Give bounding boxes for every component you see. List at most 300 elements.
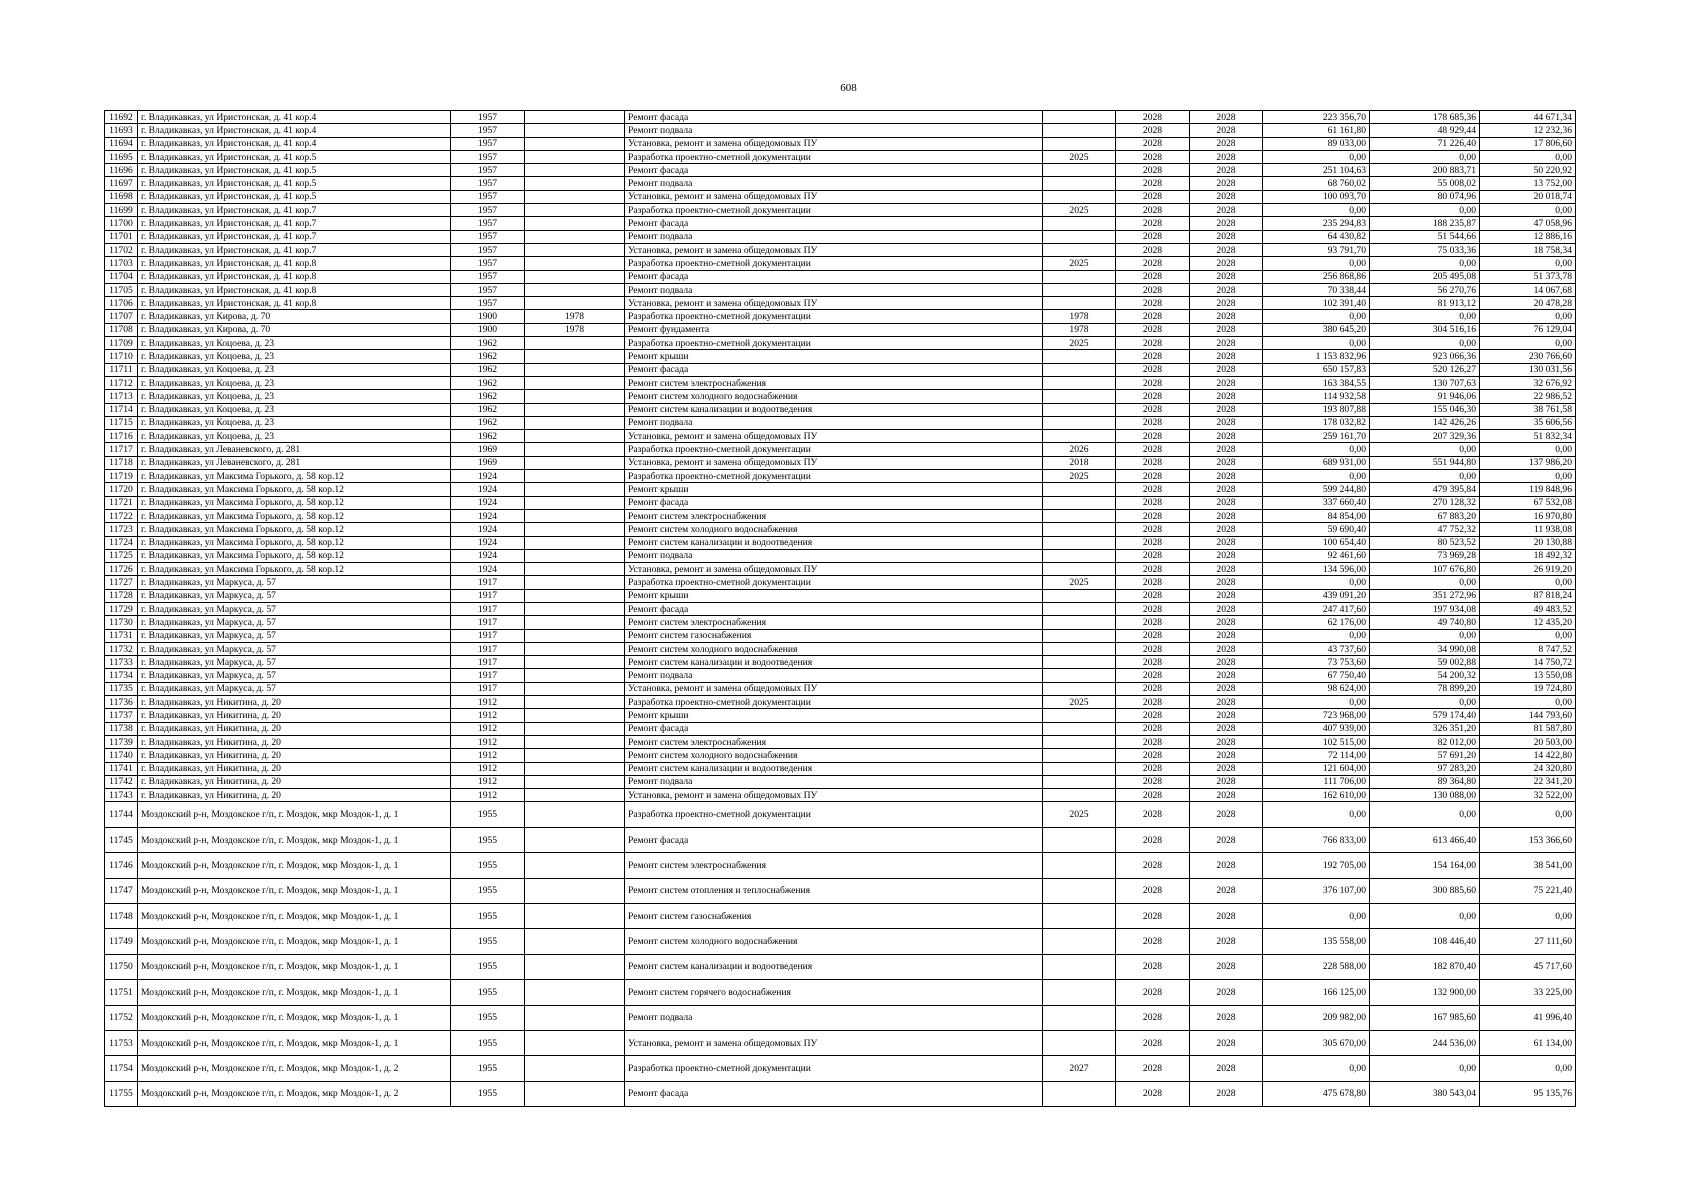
cell-total-cost: 73 753,60 bbox=[1263, 656, 1370, 669]
cell-year-reconstruction bbox=[525, 853, 625, 878]
table-row bbox=[105, 1081, 1576, 1106]
cell-total-cost: 93 791,70 bbox=[1263, 243, 1370, 256]
cell-address: г. Владикавказ, ул Максима Горького, д. 58 кор.12 bbox=[138, 470, 451, 483]
cell-row-number: 11708 bbox=[105, 323, 138, 336]
table-row bbox=[105, 416, 1576, 429]
table-row bbox=[105, 789, 1576, 802]
cell-plan-year-start: 2028 bbox=[1116, 483, 1190, 496]
cell-plan-year-start: 2028 bbox=[1116, 150, 1190, 163]
cell-year-built: 1955 bbox=[451, 954, 525, 979]
cell-cost-fund: 200 883,71 bbox=[1370, 164, 1480, 177]
table-row bbox=[105, 124, 1576, 137]
cell-row-number: 11735 bbox=[105, 682, 138, 695]
cell-plan-year-end: 2028 bbox=[1190, 509, 1263, 522]
cell-row-number: 11746 bbox=[105, 853, 138, 878]
table-row bbox=[105, 549, 1576, 562]
cell-year-reconstruction bbox=[525, 470, 625, 483]
cell-address: г. Владикавказ, ул Иристонская, д. 41 кор.4 bbox=[138, 137, 451, 150]
cell-year-reconstruction bbox=[525, 430, 625, 443]
cell-plan-year-end: 2028 bbox=[1190, 283, 1263, 296]
cell-total-cost: 102 391,40 bbox=[1263, 297, 1370, 310]
cell-year-last-repair bbox=[1043, 190, 1116, 203]
cell-address: г. Владикавказ, ул Никитина, д. 20 bbox=[138, 775, 451, 788]
cell-address: г. Владикавказ, ул Маркуса, д. 57 bbox=[138, 642, 451, 655]
cell-plan-year-end: 2028 bbox=[1190, 762, 1263, 775]
cell-address: Моздокский р-н, Моздокское г/п, г. Моздок, мкр Моздок-1, д. 1 bbox=[138, 878, 451, 903]
cell-plan-year-start: 2028 bbox=[1116, 204, 1190, 217]
cell-work-type: Установка, ремонт и замена общедомовых ПУ bbox=[625, 430, 1043, 443]
cell-row-number: 11728 bbox=[105, 589, 138, 602]
cell-cost-owners: 33 225,00 bbox=[1480, 980, 1576, 1005]
cell-cost-fund: 81 913,12 bbox=[1370, 297, 1480, 310]
cell-total-cost: 247 417,60 bbox=[1263, 602, 1370, 615]
cell-year-reconstruction bbox=[525, 124, 625, 137]
cell-year-reconstruction bbox=[525, 390, 625, 403]
table-row bbox=[105, 722, 1576, 735]
cell-year-built: 1917 bbox=[451, 616, 525, 629]
cell-work-type: Ремонт систем холодного водоснабжения bbox=[625, 642, 1043, 655]
cell-plan-year-start: 2028 bbox=[1116, 536, 1190, 549]
table-row bbox=[105, 682, 1576, 695]
cell-year-last-repair: 2025 bbox=[1043, 696, 1116, 709]
cell-total-cost: 98 624,00 bbox=[1263, 682, 1370, 695]
cell-cost-fund: 300 885,60 bbox=[1370, 878, 1480, 903]
cell-row-number: 11733 bbox=[105, 656, 138, 669]
cell-year-reconstruction bbox=[525, 283, 625, 296]
cell-row-number: 11718 bbox=[105, 456, 138, 469]
cell-plan-year-end: 2028 bbox=[1190, 443, 1263, 456]
cell-year-built: 1924 bbox=[451, 470, 525, 483]
cell-cost-fund: 54 200,32 bbox=[1370, 669, 1480, 682]
table-row bbox=[105, 137, 1576, 150]
cell-plan-year-end: 2028 bbox=[1190, 1030, 1263, 1055]
cell-cost-owners: 51 832,34 bbox=[1480, 430, 1576, 443]
cell-address: Моздокский р-н, Моздокское г/п, г. Моздок, мкр Моздок-1, д. 1 bbox=[138, 802, 451, 827]
cell-total-cost: 67 750,40 bbox=[1263, 669, 1370, 682]
cell-work-type: Ремонт фасада bbox=[625, 827, 1043, 852]
cell-total-cost: 337 660,40 bbox=[1263, 496, 1370, 509]
cell-work-type: Ремонт систем канализации и водоотведения bbox=[625, 656, 1043, 669]
cell-row-number: 11692 bbox=[105, 111, 138, 124]
cell-year-last-repair bbox=[1043, 416, 1116, 429]
cell-address: г. Владикавказ, ул Коцоева, д. 23 bbox=[138, 390, 451, 403]
cell-total-cost: 228 588,00 bbox=[1263, 954, 1370, 979]
cell-address: г. Владикавказ, ул Коцоева, д. 23 bbox=[138, 350, 451, 363]
cell-plan-year-end: 2028 bbox=[1190, 403, 1263, 416]
cell-cost-owners: 61 134,00 bbox=[1480, 1030, 1576, 1055]
cell-plan-year-end: 2028 bbox=[1190, 709, 1263, 722]
cell-plan-year-start: 2028 bbox=[1116, 709, 1190, 722]
cell-plan-year-start: 2028 bbox=[1116, 853, 1190, 878]
cell-year-reconstruction bbox=[525, 1081, 625, 1106]
cell-year-last-repair bbox=[1043, 177, 1116, 190]
cell-work-type: Ремонт систем газоснабжения bbox=[625, 629, 1043, 642]
cell-address: г. Владикавказ, ул Никитина, д. 20 bbox=[138, 709, 451, 722]
cell-plan-year-start: 2028 bbox=[1116, 164, 1190, 177]
cell-total-cost: 100 654,40 bbox=[1263, 536, 1370, 549]
cell-year-reconstruction: 1978 bbox=[525, 310, 625, 323]
cell-row-number: 11749 bbox=[105, 929, 138, 954]
cell-address: Моздокский р-н, Моздокское г/п, г. Моздок, мкр Моздок-1, д. 1 bbox=[138, 929, 451, 954]
cell-plan-year-start: 2028 bbox=[1116, 682, 1190, 695]
cell-work-type: Разработка проектно-сметной документации bbox=[625, 802, 1043, 827]
cell-year-built: 1912 bbox=[451, 735, 525, 748]
cell-cost-owners: 0,00 bbox=[1480, 257, 1576, 270]
cell-address: г. Владикавказ, ул Никитина, д. 20 bbox=[138, 735, 451, 748]
table-row bbox=[105, 230, 1576, 243]
cell-year-built: 1955 bbox=[451, 802, 525, 827]
table-row bbox=[105, 656, 1576, 669]
cell-plan-year-end: 2028 bbox=[1190, 137, 1263, 150]
cell-row-number: 11730 bbox=[105, 616, 138, 629]
table-row bbox=[105, 443, 1576, 456]
cell-work-type: Ремонт крыши bbox=[625, 350, 1043, 363]
cell-year-reconstruction bbox=[525, 1056, 625, 1081]
cell-year-reconstruction bbox=[525, 137, 625, 150]
cell-plan-year-end: 2028 bbox=[1190, 376, 1263, 389]
cell-year-reconstruction bbox=[525, 735, 625, 748]
cell-row-number: 11707 bbox=[105, 310, 138, 323]
cell-cost-owners: 22 986,52 bbox=[1480, 390, 1576, 403]
cell-total-cost: 305 670,00 bbox=[1263, 1030, 1370, 1055]
cell-cost-fund: 167 985,60 bbox=[1370, 1005, 1480, 1030]
cell-total-cost: 0,00 bbox=[1263, 904, 1370, 929]
cell-year-built: 1912 bbox=[451, 762, 525, 775]
cell-cost-owners: 130 031,56 bbox=[1480, 363, 1576, 376]
table-row bbox=[105, 878, 1576, 903]
table-row bbox=[105, 217, 1576, 230]
cell-year-built: 1924 bbox=[451, 483, 525, 496]
cell-address: г. Владикавказ, ул Маркуса, д. 57 bbox=[138, 589, 451, 602]
cell-cost-owners: 47 058,96 bbox=[1480, 217, 1576, 230]
cell-year-reconstruction bbox=[525, 337, 625, 350]
cell-cost-owners: 0,00 bbox=[1480, 337, 1576, 350]
cell-year-reconstruction bbox=[525, 656, 625, 669]
cell-work-type: Ремонт подвала bbox=[625, 1005, 1043, 1030]
cell-plan-year-start: 2028 bbox=[1116, 762, 1190, 775]
cell-year-last-repair: 2026 bbox=[1043, 443, 1116, 456]
cell-cost-fund: 80 074,96 bbox=[1370, 190, 1480, 203]
cell-cost-fund: 132 900,00 bbox=[1370, 980, 1480, 1005]
cell-cost-owners: 76 129,04 bbox=[1480, 323, 1576, 336]
table-row bbox=[105, 762, 1576, 775]
cell-address: г. Владикавказ, ул Кирова, д. 70 bbox=[138, 310, 451, 323]
cell-plan-year-start: 2028 bbox=[1116, 217, 1190, 230]
cell-work-type: Ремонт подвала bbox=[625, 124, 1043, 137]
cell-year-last-repair bbox=[1043, 243, 1116, 256]
cell-plan-year-end: 2028 bbox=[1190, 853, 1263, 878]
cell-year-last-repair bbox=[1043, 853, 1116, 878]
table-row bbox=[105, 257, 1576, 270]
cell-cost-owners: 20 018,74 bbox=[1480, 190, 1576, 203]
cell-plan-year-start: 2028 bbox=[1116, 616, 1190, 629]
cell-plan-year-end: 2028 bbox=[1190, 1081, 1263, 1106]
cell-row-number: 11726 bbox=[105, 563, 138, 576]
cell-year-last-repair bbox=[1043, 656, 1116, 669]
cell-year-built: 1955 bbox=[451, 853, 525, 878]
cell-work-type: Ремонт систем канализации и водоотведения bbox=[625, 536, 1043, 549]
cell-plan-year-end: 2028 bbox=[1190, 111, 1263, 124]
cell-year-reconstruction bbox=[525, 496, 625, 509]
cell-year-built: 1957 bbox=[451, 111, 525, 124]
table-row bbox=[105, 709, 1576, 722]
cell-plan-year-end: 2028 bbox=[1190, 656, 1263, 669]
cell-cost-owners: 38 541,00 bbox=[1480, 853, 1576, 878]
cell-cost-fund: 0,00 bbox=[1370, 337, 1480, 350]
cell-year-last-repair bbox=[1043, 509, 1116, 522]
cell-year-built: 1924 bbox=[451, 563, 525, 576]
cell-year-built: 1957 bbox=[451, 257, 525, 270]
table-row bbox=[105, 403, 1576, 416]
cell-cost-owners: 35 606,56 bbox=[1480, 416, 1576, 429]
cell-row-number: 11706 bbox=[105, 297, 138, 310]
cell-year-last-repair bbox=[1043, 430, 1116, 443]
cell-plan-year-start: 2028 bbox=[1116, 789, 1190, 802]
cell-cost-fund: 67 883,20 bbox=[1370, 509, 1480, 522]
cell-cost-fund: 47 752,32 bbox=[1370, 523, 1480, 536]
cell-cost-fund: 0,00 bbox=[1370, 1056, 1480, 1081]
cell-plan-year-end: 2028 bbox=[1190, 904, 1263, 929]
capital-repair-table bbox=[104, 110, 1576, 1107]
cell-year-built: 1957 bbox=[451, 150, 525, 163]
cell-address: г. Владикавказ, ул Коцоева, д. 23 bbox=[138, 403, 451, 416]
cell-cost-owners: 12 435,20 bbox=[1480, 616, 1576, 629]
cell-work-type: Разработка проектно-сметной документации bbox=[625, 1056, 1043, 1081]
cell-row-number: 11723 bbox=[105, 523, 138, 536]
cell-work-type: Ремонт систем канализации и водоотведения bbox=[625, 954, 1043, 979]
cell-row-number: 11740 bbox=[105, 749, 138, 762]
cell-plan-year-start: 2028 bbox=[1116, 642, 1190, 655]
cell-cost-fund: 326 351,20 bbox=[1370, 722, 1480, 735]
cell-row-number: 11747 bbox=[105, 878, 138, 903]
cell-cost-owners: 0,00 bbox=[1480, 150, 1576, 163]
cell-year-reconstruction bbox=[525, 980, 625, 1005]
cell-address: Моздокский р-н, Моздокское г/п, г. Моздок, мкр Моздок-1, д. 1 bbox=[138, 904, 451, 929]
cell-plan-year-start: 2028 bbox=[1116, 954, 1190, 979]
cell-year-built: 1955 bbox=[451, 904, 525, 929]
cell-year-reconstruction bbox=[525, 1030, 625, 1055]
table-row bbox=[105, 827, 1576, 852]
cell-plan-year-end: 2028 bbox=[1190, 722, 1263, 735]
cell-year-built: 1955 bbox=[451, 1030, 525, 1055]
cell-year-built: 1962 bbox=[451, 403, 525, 416]
cell-row-number: 11713 bbox=[105, 390, 138, 403]
cell-plan-year-start: 2028 bbox=[1116, 1081, 1190, 1106]
cell-total-cost: 689 931,00 bbox=[1263, 456, 1370, 469]
cell-year-built: 1957 bbox=[451, 164, 525, 177]
cell-cost-owners: 0,00 bbox=[1480, 576, 1576, 589]
cell-row-number: 11705 bbox=[105, 283, 138, 296]
cell-row-number: 11709 bbox=[105, 337, 138, 350]
cell-year-built: 1955 bbox=[451, 827, 525, 852]
cell-row-number: 11753 bbox=[105, 1030, 138, 1055]
cell-plan-year-start: 2028 bbox=[1116, 416, 1190, 429]
cell-plan-year-end: 2028 bbox=[1190, 735, 1263, 748]
cell-total-cost: 100 093,70 bbox=[1263, 190, 1370, 203]
table-row bbox=[105, 1056, 1576, 1081]
cell-cost-owners: 14 422,80 bbox=[1480, 749, 1576, 762]
cell-address: г. Владикавказ, ул Максима Горького, д. 58 кор.12 bbox=[138, 496, 451, 509]
cell-year-reconstruction bbox=[525, 230, 625, 243]
cell-work-type: Ремонт фасада bbox=[625, 111, 1043, 124]
cell-total-cost: 0,00 bbox=[1263, 257, 1370, 270]
table-row bbox=[105, 177, 1576, 190]
cell-cost-owners: 26 919,20 bbox=[1480, 563, 1576, 576]
cell-work-type: Ремонт подвала bbox=[625, 549, 1043, 562]
cell-cost-owners: 230 766,60 bbox=[1480, 350, 1576, 363]
cell-year-built: 1957 bbox=[451, 283, 525, 296]
cell-year-built: 1962 bbox=[451, 430, 525, 443]
table-body bbox=[105, 111, 1576, 1107]
cell-year-built: 1917 bbox=[451, 682, 525, 695]
table-row bbox=[105, 111, 1576, 124]
cell-address: г. Владикавказ, ул Никитина, д. 20 bbox=[138, 722, 451, 735]
cell-cost-owners: 13 550,08 bbox=[1480, 669, 1576, 682]
cell-row-number: 11752 bbox=[105, 1005, 138, 1030]
cell-plan-year-end: 2028 bbox=[1190, 629, 1263, 642]
cell-total-cost: 102 515,00 bbox=[1263, 735, 1370, 748]
cell-year-last-repair bbox=[1043, 1081, 1116, 1106]
cell-total-cost: 193 807,88 bbox=[1263, 403, 1370, 416]
cell-cost-fund: 97 283,20 bbox=[1370, 762, 1480, 775]
cell-plan-year-end: 2028 bbox=[1190, 929, 1263, 954]
cell-cost-owners: 18 492,32 bbox=[1480, 549, 1576, 562]
cell-address: г. Владикавказ, ул Никитина, д. 20 bbox=[138, 762, 451, 775]
cell-year-built: 1957 bbox=[451, 217, 525, 230]
cell-row-number: 11741 bbox=[105, 762, 138, 775]
table-row bbox=[105, 337, 1576, 350]
cell-total-cost: 84 854,00 bbox=[1263, 509, 1370, 522]
cell-cost-owners: 12 886,16 bbox=[1480, 230, 1576, 243]
cell-year-last-repair bbox=[1043, 496, 1116, 509]
cell-row-number: 11697 bbox=[105, 177, 138, 190]
cell-cost-fund: 0,00 bbox=[1370, 802, 1480, 827]
cell-address: Моздокский р-н, Моздокское г/п, г. Моздок, мкр Моздок-1, д. 2 bbox=[138, 1081, 451, 1106]
cell-cost-owners: 11 938,08 bbox=[1480, 523, 1576, 536]
cell-plan-year-start: 2028 bbox=[1116, 363, 1190, 376]
cell-plan-year-start: 2028 bbox=[1116, 696, 1190, 709]
cell-year-reconstruction bbox=[525, 802, 625, 827]
cell-work-type: Разработка проектно-сметной документации bbox=[625, 257, 1043, 270]
cell-year-built: 1955 bbox=[451, 929, 525, 954]
cell-year-reconstruction bbox=[525, 722, 625, 735]
cell-row-number: 11712 bbox=[105, 376, 138, 389]
cell-plan-year-start: 2028 bbox=[1116, 576, 1190, 589]
cell-cost-owners: 16 970,80 bbox=[1480, 509, 1576, 522]
cell-address: г. Владикавказ, ул Коцоева, д. 23 bbox=[138, 416, 451, 429]
cell-address: г. Владикавказ, ул Иристонская, д. 41 кор.5 bbox=[138, 177, 451, 190]
cell-address: Моздокский р-н, Моздокское г/п, г. Моздок, мкр Моздок-1, д. 1 bbox=[138, 827, 451, 852]
table-row bbox=[105, 629, 1576, 642]
table-row bbox=[105, 775, 1576, 788]
cell-cost-owners: 32 676,92 bbox=[1480, 376, 1576, 389]
cell-work-type: Ремонт систем отопления и теплоснабжения bbox=[625, 878, 1043, 903]
cell-total-cost: 0,00 bbox=[1263, 470, 1370, 483]
cell-year-last-repair bbox=[1043, 217, 1116, 230]
cell-total-cost: 380 645,20 bbox=[1263, 323, 1370, 336]
cell-plan-year-end: 2028 bbox=[1190, 878, 1263, 903]
cell-row-number: 11724 bbox=[105, 536, 138, 549]
cell-total-cost: 92 461,60 bbox=[1263, 549, 1370, 562]
cell-plan-year-end: 2028 bbox=[1190, 576, 1263, 589]
cell-work-type: Ремонт фасада bbox=[625, 602, 1043, 615]
cell-row-number: 11732 bbox=[105, 642, 138, 655]
cell-work-type: Разработка проектно-сметной документации bbox=[625, 696, 1043, 709]
cell-cost-fund: 551 944,80 bbox=[1370, 456, 1480, 469]
cell-plan-year-start: 2028 bbox=[1116, 297, 1190, 310]
table-row bbox=[105, 802, 1576, 827]
cell-plan-year-start: 2028 bbox=[1116, 563, 1190, 576]
cell-plan-year-end: 2028 bbox=[1190, 470, 1263, 483]
cell-work-type: Ремонт фасада bbox=[625, 496, 1043, 509]
cell-cost-owners: 12 232,36 bbox=[1480, 124, 1576, 137]
table-row bbox=[105, 563, 1576, 576]
cell-plan-year-start: 2028 bbox=[1116, 443, 1190, 456]
cell-plan-year-end: 2028 bbox=[1190, 496, 1263, 509]
cell-year-last-repair: 2027 bbox=[1043, 1056, 1116, 1081]
cell-year-built: 1917 bbox=[451, 669, 525, 682]
cell-row-number: 11702 bbox=[105, 243, 138, 256]
cell-year-reconstruction bbox=[525, 350, 625, 363]
table-row bbox=[105, 954, 1576, 979]
table-row bbox=[105, 430, 1576, 443]
cell-year-built: 1969 bbox=[451, 456, 525, 469]
cell-address: г. Владикавказ, ул Кирова, д. 70 bbox=[138, 323, 451, 336]
cell-cost-fund: 49 740,80 bbox=[1370, 616, 1480, 629]
cell-plan-year-end: 2028 bbox=[1190, 616, 1263, 629]
cell-address: Моздокский р-н, Моздокское г/п, г. Моздок, мкр Моздок-1, д. 2 bbox=[138, 1056, 451, 1081]
cell-row-number: 11729 bbox=[105, 602, 138, 615]
cell-year-last-repair: 2025 bbox=[1043, 802, 1116, 827]
cell-year-built: 1900 bbox=[451, 310, 525, 323]
cell-row-number: 11754 bbox=[105, 1056, 138, 1081]
cell-total-cost: 0,00 bbox=[1263, 802, 1370, 827]
cell-work-type: Разработка проектно-сметной документации bbox=[625, 443, 1043, 456]
cell-address: г. Владикавказ, ул Максима Горького, д. 58 кор.12 bbox=[138, 523, 451, 536]
cell-plan-year-end: 2028 bbox=[1190, 1005, 1263, 1030]
cell-plan-year-end: 2028 bbox=[1190, 802, 1263, 827]
cell-plan-year-start: 2028 bbox=[1116, 257, 1190, 270]
cell-row-number: 11714 bbox=[105, 403, 138, 416]
cell-total-cost: 64 430,82 bbox=[1263, 230, 1370, 243]
cell-year-reconstruction bbox=[525, 563, 625, 576]
cell-address: г. Владикавказ, ул Никитина, д. 20 bbox=[138, 749, 451, 762]
cell-cost-owners: 0,00 bbox=[1480, 802, 1576, 827]
cell-row-number: 11751 bbox=[105, 980, 138, 1005]
cell-year-last-repair bbox=[1043, 124, 1116, 137]
cell-cost-owners: 20 478,28 bbox=[1480, 297, 1576, 310]
cell-plan-year-start: 2028 bbox=[1116, 190, 1190, 203]
cell-row-number: 11695 bbox=[105, 150, 138, 163]
cell-plan-year-end: 2028 bbox=[1190, 775, 1263, 788]
cell-year-reconstruction bbox=[525, 111, 625, 124]
cell-year-last-repair bbox=[1043, 722, 1116, 735]
cell-year-last-repair: 1978 bbox=[1043, 323, 1116, 336]
cell-address: г. Владикавказ, ул Леваневского, д. 281 bbox=[138, 443, 451, 456]
cell-plan-year-end: 2028 bbox=[1190, 150, 1263, 163]
cell-total-cost: 61 161,80 bbox=[1263, 124, 1370, 137]
cell-plan-year-start: 2028 bbox=[1116, 270, 1190, 283]
cell-year-built: 1924 bbox=[451, 496, 525, 509]
cell-plan-year-start: 2028 bbox=[1116, 904, 1190, 929]
cell-year-reconstruction bbox=[525, 775, 625, 788]
cell-year-last-repair: 2025 bbox=[1043, 204, 1116, 217]
cell-address: Моздокский р-н, Моздокское г/п, г. Моздок, мкр Моздок-1, д. 1 bbox=[138, 1005, 451, 1030]
table-row bbox=[105, 853, 1576, 878]
cell-year-last-repair bbox=[1043, 1030, 1116, 1055]
cell-plan-year-start: 2028 bbox=[1116, 243, 1190, 256]
cell-cost-fund: 207 329,36 bbox=[1370, 430, 1480, 443]
